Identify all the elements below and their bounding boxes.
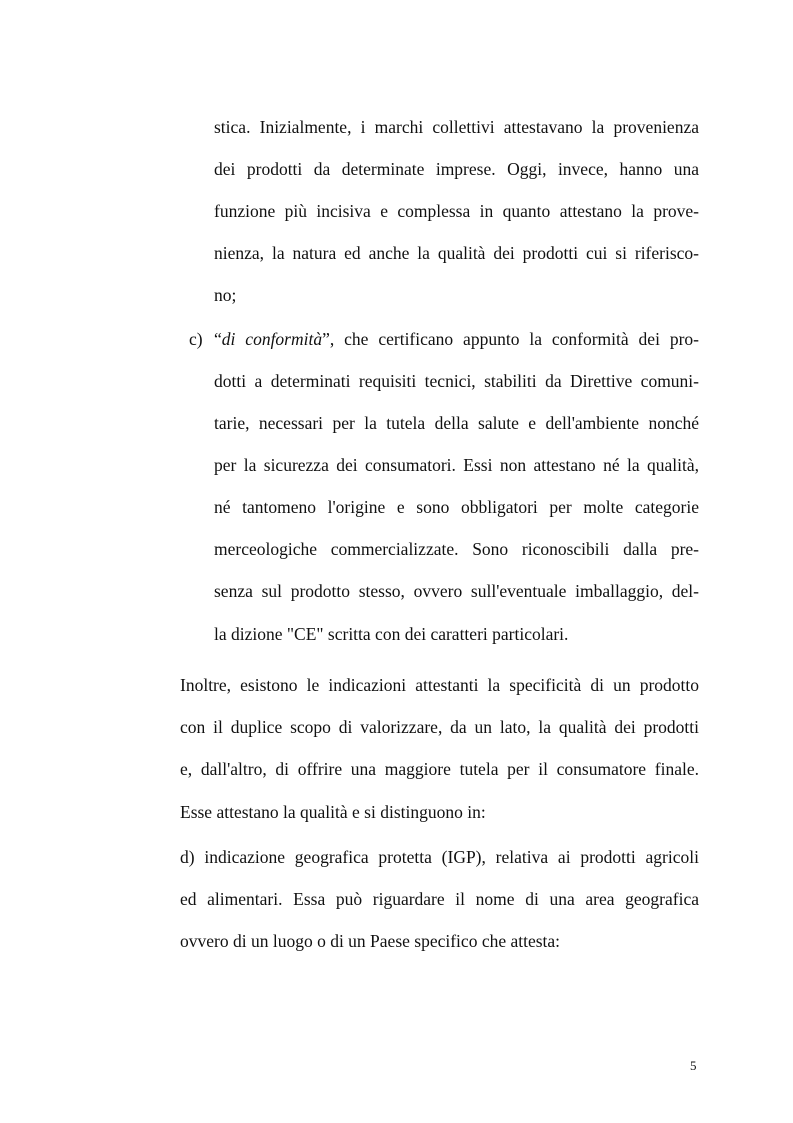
text-fragment: ”, che certificano appunto la conformità dei pro-: [322, 329, 699, 349]
text-line: nienza, la natura ed anche la qualità dei prodotti cui si riferisco-: [214, 243, 699, 263]
text-line: tarie, necessari per la tutela della salute e dell'ambiente nonché: [214, 413, 699, 433]
text-line: merceologiche commercializzate. Sono riconoscibili dalla pre-: [214, 539, 699, 559]
text-line: funzione più incisiva e complessa in quanto attestano la prove-: [214, 201, 699, 221]
text-line: e, dall'altro, di offrire una maggiore tutela per il consumatore finale.: [180, 759, 699, 779]
text-line: Esse attestano la qualità e si distinguono in:: [180, 802, 486, 822]
text-line: d) indicazione geografica protetta (IGP), relativa ai prodotti agricoli: [180, 847, 699, 867]
text-line: dei prodotti da determinate imprese. Oggi, invece, hanno una: [214, 159, 699, 179]
text-line: no;: [214, 285, 237, 305]
open-quote: “: [214, 329, 222, 349]
text-line: [214, 328, 699, 350]
text-line: con il duplice scopo di valorizzare, da un lato, la qualità dei prodotti: [180, 717, 699, 737]
text-line: né tantomeno l'origine e sono obbligatori per molte categorie: [214, 497, 699, 517]
text-line: ovvero di un luogo o di un Paese specifico che attesta:: [180, 931, 561, 951]
text-line: per la sicurezza dei consumatori. Essi non attestano né la qualità,: [214, 455, 699, 475]
text-line: stica. Inizialmente, i marchi collettivi attestavano la provenienza: [214, 117, 699, 137]
list-marker-c: c): [189, 329, 203, 349]
page-number: 5: [690, 1058, 697, 1073]
text-line: Inoltre, esistono le indicazioni attestanti la specificità di un prodotto: [180, 675, 699, 695]
text-line: senza sul prodotto stesso, ovvero sull'eventuale imballaggio, del-: [214, 581, 699, 601]
text-line: ed alimentari. Essa può riguardare il nome di una area geografica: [180, 889, 699, 909]
text-line: dotti a determinati requisiti tecnici, stabiliti da Direttive comuni-: [214, 371, 699, 391]
emphasis-term: di conformità: [221, 329, 323, 349]
text-line: la dizione "CE" scritta con dei caratteri particolari.: [214, 624, 569, 644]
